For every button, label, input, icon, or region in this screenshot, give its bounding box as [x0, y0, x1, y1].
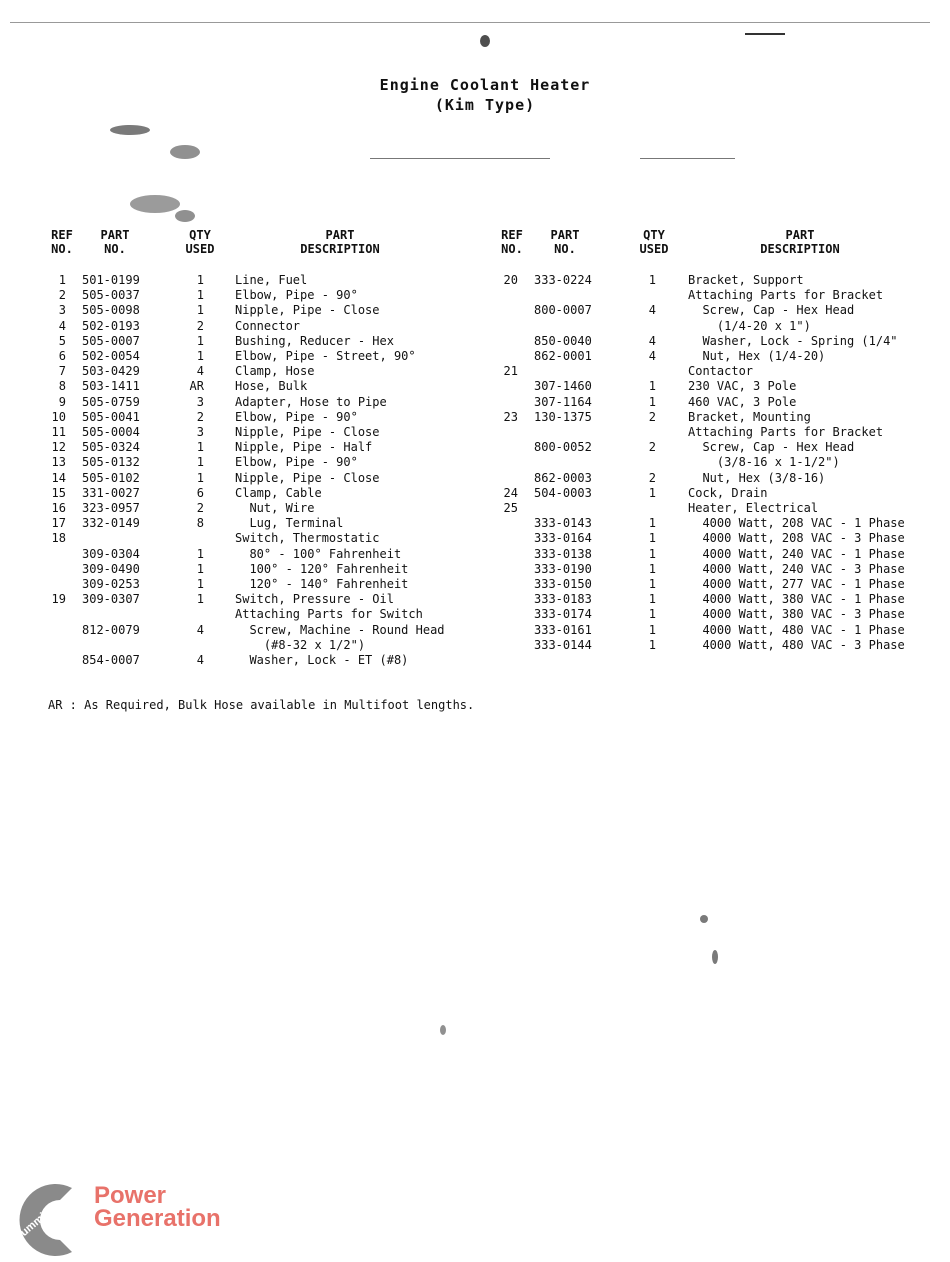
- cell-ref: 4: [58, 318, 66, 333]
- cell-desc: 4000 Watt, 480 VAC - 3 Phase: [688, 637, 905, 652]
- cell-qty: 1: [196, 470, 204, 485]
- cell-qty: 1: [196, 455, 204, 470]
- cell-desc: 4000 Watt, 240 VAC - 3 Phase: [688, 561, 905, 576]
- page-subtitle: (Kim Type): [434, 96, 536, 114]
- left-header-ref: REF NO.: [51, 228, 73, 256]
- cell-desc: 4000 Watt, 380 VAC - 3 Phase: [688, 607, 905, 622]
- cell-qty: 8: [196, 516, 204, 531]
- cell-ref: 10: [51, 409, 66, 424]
- cell-part: 505-0759: [82, 394, 140, 409]
- cell-desc: Switch, Pressure - Oil: [235, 592, 394, 607]
- cell-part: 800-0052: [534, 440, 592, 455]
- cell-desc: Nipple, Pipe - Close: [235, 425, 380, 439]
- cell-part: 333-0161: [534, 622, 592, 637]
- cell-qty: 1: [196, 561, 204, 576]
- cell-desc: 460 VAC, 3 Pole: [688, 394, 797, 409]
- title-rule-right: [640, 158, 735, 159]
- footnote: AR : As Required, Bulk Hose available in Multifoot lengths.: [48, 698, 475, 712]
- cell-desc: Washer, Lock - ET (#8): [235, 653, 409, 667]
- cell-desc: Adapter, Hose to Pipe: [235, 394, 387, 409]
- cell-desc: Lug, Terminal: [235, 516, 344, 531]
- cell-desc: Bracket, Support: [688, 273, 804, 287]
- cell-qty: 1: [648, 516, 656, 531]
- cell-desc: Nipple, Pipe - Close: [235, 470, 380, 485]
- cell-qty: 1: [196, 303, 204, 318]
- cell-qty: 1: [196, 273, 204, 287]
- cell-qty: 2: [648, 409, 656, 424]
- cell-qty: 1: [648, 561, 656, 576]
- cell-desc: Nipple, Pipe - Half: [235, 440, 373, 455]
- cell-ref: 19: [51, 592, 66, 607]
- cell-part: 505-0007: [82, 333, 140, 348]
- right-header-part: PART NO.: [550, 228, 580, 256]
- cell-part: 309-0253: [82, 577, 140, 591]
- cell-qty: 1: [648, 607, 656, 622]
- cell-desc: 4000 Watt, 480 VAC - 1 Phase: [688, 622, 905, 637]
- cell-qty: 3: [196, 425, 204, 439]
- power-generation-logo: [0, 1180, 260, 1260]
- cell-part: 505-0098: [82, 303, 140, 318]
- cell-qty: 3: [196, 394, 204, 409]
- cell-desc: Elbow, Pipe - 90°: [235, 409, 358, 424]
- cell-ref: 2: [58, 288, 66, 303]
- cell-part: 501-0199: [82, 273, 140, 287]
- cell-desc: Clamp, Hose: [235, 364, 315, 379]
- cell-desc: (#8-32 x 1/2"): [235, 637, 366, 652]
- cell-desc: 4000 Watt, 240 VAC - 1 Phase: [688, 546, 905, 561]
- cell-ref: 25: [503, 501, 518, 515]
- cell-ref: 21: [503, 364, 518, 379]
- cell-qty: 1: [196, 333, 204, 348]
- cell-desc: 80° - 100° Fahrenheit: [235, 546, 402, 561]
- cell-part: 307-1164: [534, 394, 592, 409]
- right-header-ref: REF NO.: [501, 228, 523, 256]
- cell-qty: 4: [648, 349, 656, 363]
- cell-desc: Elbow, Pipe - 90°: [235, 455, 358, 470]
- cell-desc: Heater, Electrical: [688, 501, 819, 515]
- cell-ref: 14: [51, 470, 66, 485]
- cell-ref: 3: [58, 303, 66, 318]
- cell-part: 505-0037: [82, 288, 140, 303]
- cell-qty: 4: [648, 303, 656, 318]
- cell-part: 307-1460: [534, 379, 592, 394]
- cell-ref: 17: [51, 516, 66, 531]
- cell-qty: 1: [648, 592, 656, 607]
- cell-desc: Clamp, Cable: [235, 485, 322, 500]
- cell-ref: 23: [503, 409, 518, 424]
- cell-part: 850-0040: [534, 333, 592, 348]
- cell-qty: 1: [196, 288, 204, 303]
- cell-qty: 1: [196, 440, 204, 455]
- cell-ref: 12: [51, 440, 66, 455]
- page-title: Engine Coolant Heater: [379, 76, 591, 94]
- cell-qty: 4: [196, 653, 204, 667]
- cell-desc: 100° - 120° Fahrenheit: [235, 561, 409, 576]
- cell-desc: Contactor: [688, 364, 754, 379]
- cell-qty: 1: [196, 546, 204, 561]
- cell-part: 130-1375: [534, 409, 592, 424]
- title-rule-left: [370, 158, 550, 159]
- cell-qty: 4: [196, 364, 204, 379]
- cell-ref: 7: [58, 364, 66, 379]
- cell-part: 332-0149: [82, 516, 140, 531]
- cell-part: 800-0007: [534, 303, 592, 318]
- cell-desc: Attaching Parts for Switch: [235, 607, 423, 622]
- cell-part: 505-0004: [82, 425, 140, 439]
- cell-desc: Nipple, Pipe - Close: [235, 303, 380, 318]
- cell-part: 505-0041: [82, 409, 140, 424]
- cell-qty: 2: [648, 440, 656, 455]
- cell-desc: Line, Fuel: [235, 273, 308, 287]
- cell-desc: Elbow, Pipe - 90°: [235, 288, 358, 303]
- cell-desc: Screw, Machine - Round Head: [235, 622, 445, 637]
- cell-part: 504-0003: [534, 485, 592, 500]
- cell-ref: 5: [58, 333, 66, 348]
- cell-part: 502-0054: [82, 349, 140, 363]
- cell-desc: Attaching Parts for Bracket: [688, 425, 884, 439]
- cell-qty: AR: [189, 379, 204, 394]
- cell-part: 331-0027: [82, 485, 140, 500]
- cell-desc: Elbow, Pipe - Street, 90°: [235, 349, 416, 363]
- cell-part: 862-0003: [534, 470, 592, 485]
- cell-part: 309-0490: [82, 561, 140, 576]
- cell-part: 333-0183: [534, 592, 592, 607]
- cell-part: 503-0429: [82, 364, 140, 379]
- cell-qty: 1: [648, 546, 656, 561]
- cell-qty: 1: [648, 394, 656, 409]
- cell-part: 505-0132: [82, 455, 140, 470]
- cell-desc: 4000 Watt, 208 VAC - 3 Phase: [688, 531, 905, 546]
- cell-part: 502-0193: [82, 318, 140, 333]
- cell-qty: 6: [196, 485, 204, 500]
- cell-desc: Screw, Cap - Hex Head: [688, 440, 855, 455]
- cell-desc: Nut, Hex (3/8-16): [688, 470, 826, 485]
- logo-brand-text: Cummins: [12, 1202, 59, 1244]
- cummins-logo-icon: [0, 1180, 80, 1260]
- left-header-desc: PART DESCRIPTION: [300, 228, 380, 256]
- cell-desc: 120° - 140° Fahrenheit: [235, 577, 409, 591]
- cell-desc: 4000 Watt, 208 VAC - 1 Phase: [688, 516, 905, 531]
- cell-part: 323-0957: [82, 501, 140, 515]
- cell-part: 333-0164: [534, 531, 592, 546]
- left-header-part: PART NO.: [100, 228, 130, 256]
- cell-qty: 1: [196, 592, 204, 607]
- top-rule-short: [745, 33, 785, 35]
- cell-ref: 1: [58, 273, 66, 287]
- logo-line1: Power: [94, 1182, 167, 1209]
- cell-qty: 4: [648, 333, 656, 348]
- cell-part: 333-0138: [534, 546, 592, 561]
- cell-part: 503-1411: [82, 379, 140, 394]
- cell-part: 333-0224: [534, 273, 592, 287]
- cell-qty: 1: [648, 485, 656, 500]
- cell-qty: 1: [648, 379, 656, 394]
- cell-part: 309-0307: [82, 592, 140, 607]
- cell-desc: 4000 Watt, 277 VAC - 1 Phase: [688, 577, 905, 591]
- cell-qty: 1: [196, 349, 204, 363]
- cell-part: 505-0324: [82, 440, 140, 455]
- cell-desc: Bushing, Reducer - Hex: [235, 333, 394, 348]
- cell-part: 333-0144: [534, 637, 592, 652]
- cell-qty: 2: [648, 470, 656, 485]
- cell-desc: Switch, Thermostatic: [235, 531, 380, 546]
- cell-qty: 1: [648, 531, 656, 546]
- cell-qty: 4: [196, 622, 204, 637]
- cell-desc: (1/4-20 x 1"): [688, 318, 811, 333]
- cell-ref: 18: [51, 531, 66, 546]
- cell-ref: 13: [51, 455, 66, 470]
- cell-desc: Bracket, Mounting: [688, 409, 811, 424]
- cell-ref: 20: [503, 273, 518, 287]
- cell-qty: 1: [648, 273, 656, 287]
- cell-part: 862-0001: [534, 349, 592, 363]
- cell-part: 333-0174: [534, 607, 592, 622]
- cell-part: 505-0102: [82, 470, 140, 485]
- cell-ref: 16: [51, 501, 66, 515]
- left-header-qty: QTY USED: [185, 228, 215, 256]
- cell-desc: (3/8-16 x 1-1/2"): [688, 455, 840, 470]
- cell-desc: Attaching Parts for Bracket: [688, 288, 884, 303]
- cell-qty: 1: [648, 577, 656, 591]
- cell-desc: Washer, Lock - Spring (1/4": [688, 333, 898, 348]
- cell-qty: 2: [196, 318, 204, 333]
- cell-part: 333-0150: [534, 577, 592, 591]
- cell-ref: 11: [51, 425, 66, 439]
- cell-desc: Hose, Bulk: [235, 379, 308, 394]
- cell-desc: 4000 Watt, 380 VAC - 1 Phase: [688, 592, 905, 607]
- cell-ref: 24: [503, 485, 518, 500]
- top-rule: [10, 22, 930, 23]
- cell-desc: Nut, Wire: [235, 501, 315, 515]
- cell-qty: 1: [196, 577, 204, 591]
- right-header-desc: PART DESCRIPTION: [760, 228, 840, 256]
- cell-desc: Screw, Cap - Hex Head: [688, 303, 855, 318]
- cell-part: 333-0143: [534, 516, 592, 531]
- cell-ref: 6: [58, 349, 66, 363]
- cell-desc: Cock, Drain: [688, 485, 768, 500]
- cell-part: 812-0079: [82, 622, 140, 637]
- cell-part: 309-0304: [82, 546, 140, 561]
- cell-qty: 2: [196, 501, 204, 515]
- cell-part: 854-0007: [82, 653, 140, 667]
- cell-desc: Nut, Hex (1/4-20): [688, 349, 826, 363]
- cell-desc: Connector: [235, 318, 301, 333]
- cell-qty: 1: [648, 637, 656, 652]
- right-header-qty: QTY USED: [639, 228, 669, 256]
- cell-desc: 230 VAC, 3 Pole: [688, 379, 797, 394]
- cell-ref: 15: [51, 485, 66, 500]
- cell-qty: 1: [648, 622, 656, 637]
- logo-line2: Generation: [94, 1205, 221, 1232]
- cell-part: 333-0190: [534, 561, 592, 576]
- cell-ref: 9: [58, 394, 66, 409]
- cell-qty: 2: [196, 409, 204, 424]
- cell-ref: 8: [58, 379, 66, 394]
